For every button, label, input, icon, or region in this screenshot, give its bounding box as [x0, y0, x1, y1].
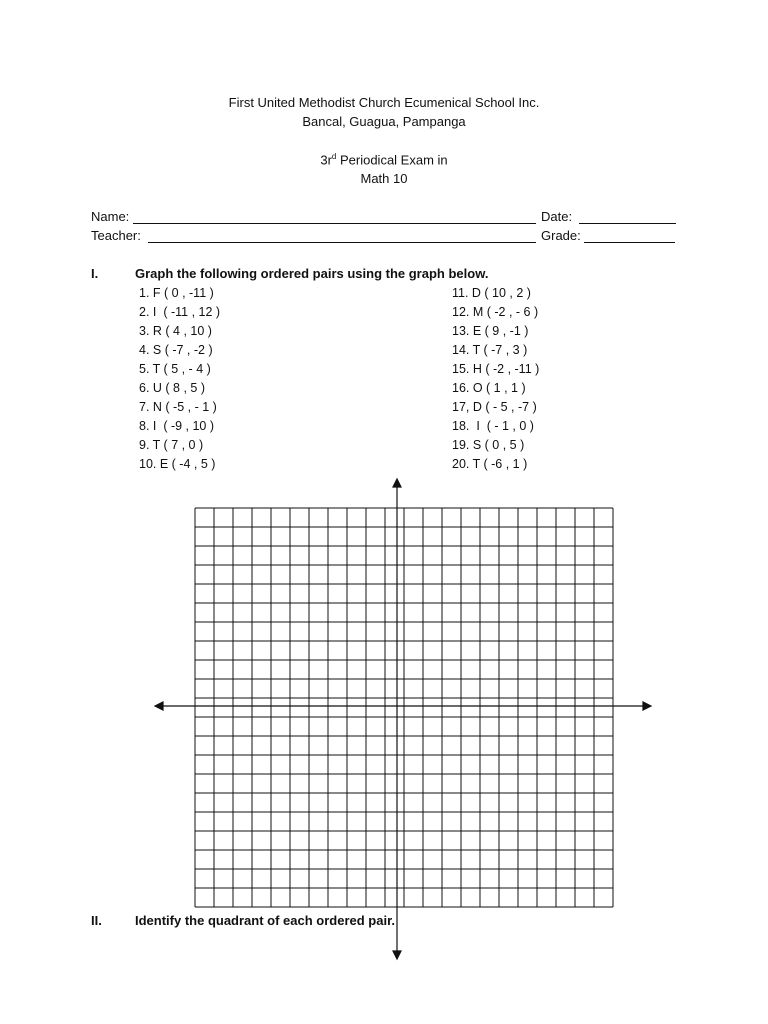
- list-item: 14. T ( -7 , 3 ): [452, 343, 528, 357]
- exam-rest: Periodical Exam in: [336, 152, 448, 168]
- section2-number: II.: [91, 913, 102, 928]
- list-item: 16. O ( 1 , 1 ): [452, 381, 526, 395]
- list-item: 6. U ( 8 , 5 ): [139, 381, 205, 395]
- x-axis-arrow-left-icon: [155, 702, 163, 710]
- exam-subject: Math 10: [360, 171, 408, 186]
- section2-instruction: Identify the quadrant of each ordered pair.: [135, 913, 396, 928]
- exam-sup: d: [331, 152, 337, 161]
- teacher-label: Teacher:: [91, 228, 141, 243]
- section1-instruction: Graph the following ordered pairs using the graph below.: [135, 266, 489, 281]
- list-item: 5. T ( 5 , - 4 ): [139, 362, 211, 376]
- grid-lines: [195, 508, 613, 907]
- list-item: 11. D ( 10 , 2 ): [452, 286, 531, 300]
- list-item: 19. S ( 0 , 5 ): [452, 438, 525, 452]
- list-item: 7. N ( -5 , - 1 ): [139, 400, 217, 414]
- list-item: 17, D ( - 5 , -7 ): [452, 400, 537, 414]
- list-item: 12. M ( -2 , - 6 ): [452, 305, 539, 319]
- list-item: 3. R ( 4 , 10 ): [139, 324, 212, 338]
- name-label: Name:: [91, 209, 130, 224]
- school-name: First United Methodist Church Ecumenical School Inc.: [228, 95, 540, 110]
- list-item: 18. I ( - 1 , 0 ): [452, 419, 534, 433]
- list-item: 8. I ( -9 , 10 ): [139, 419, 215, 433]
- list-item: 9. T ( 7 , 0 ): [139, 438, 204, 452]
- list-item: 10. E ( -4 , 5 ): [139, 457, 216, 471]
- list-item: 1. F ( 0 , -11 ): [139, 286, 214, 300]
- y-axis-arrow-down-icon: [393, 951, 401, 959]
- x-axis-arrow-right-icon: [643, 702, 651, 710]
- exam-prefix: 3r: [320, 152, 332, 168]
- axes: [155, 479, 651, 959]
- list-item: 20. T ( -6 , 1 ): [452, 457, 528, 471]
- grade-label: Grade:: [541, 228, 581, 243]
- list-item: 13. E ( 9 , -1 ): [452, 324, 529, 338]
- school-address: Bancal, Guagua, Pampanga: [302, 114, 466, 129]
- list-item: 2. I ( -11 , 12 ): [139, 305, 221, 319]
- list-item: 4. S ( -7 , -2 ): [139, 343, 213, 357]
- y-axis-arrow-up-icon: [393, 479, 401, 487]
- list-item: 15. H ( -2 , -11 ): [452, 362, 540, 376]
- date-label: Date:: [541, 209, 573, 224]
- section1-number: I.: [91, 266, 99, 281]
